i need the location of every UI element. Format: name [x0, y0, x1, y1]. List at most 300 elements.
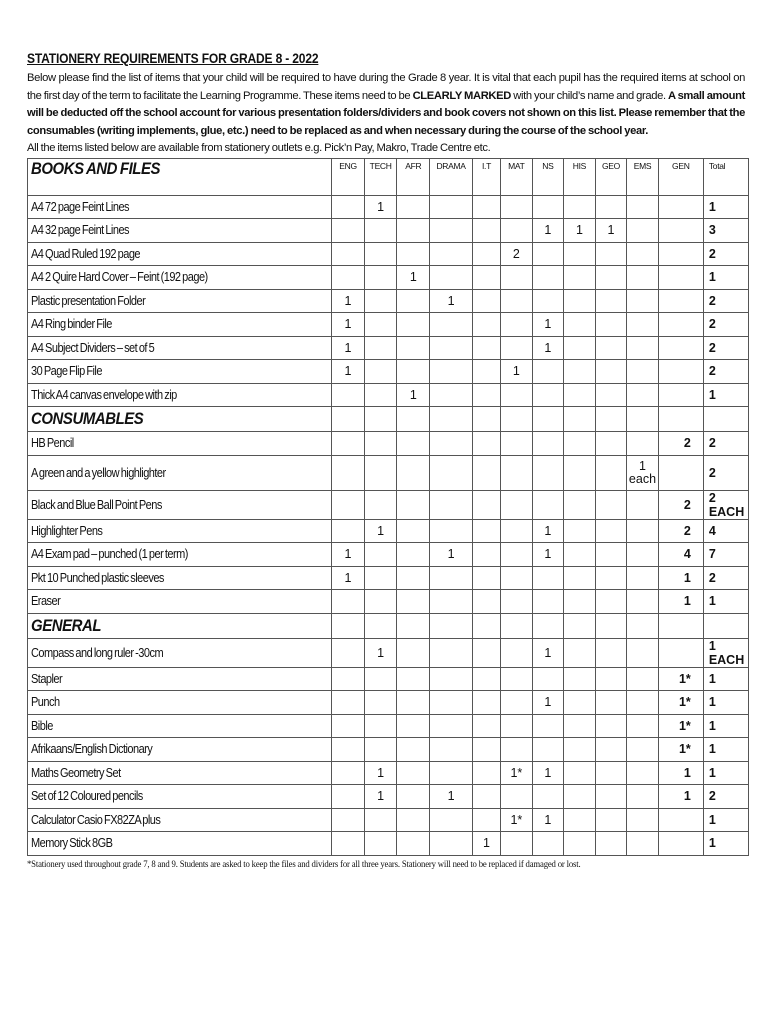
quantity-cell — [501, 266, 533, 290]
item-name-cell — [28, 360, 332, 384]
quantity-cell — [532, 360, 564, 384]
quantity-cell — [627, 667, 659, 691]
quantity-cell — [564, 761, 596, 785]
quantity-cell — [397, 543, 430, 567]
quantity-cell — [564, 785, 596, 809]
quantity-cell: 1 — [532, 336, 564, 360]
quantity-cell: 1 — [703, 195, 748, 219]
quantity-cell — [430, 566, 473, 590]
quantity-cell — [397, 832, 430, 856]
quantity-cell: 2 — [703, 432, 748, 456]
quantity-cell — [472, 738, 500, 762]
quantity-cell — [564, 455, 596, 490]
quantity-cell — [397, 432, 430, 456]
quantity-cell: 1 — [397, 266, 430, 290]
footnote: *Stationery used throughout grade 7, 8 and 9. Students are asked to keep the files and dividers for all three years. Stationery will need to be replaced if damaged or lost. — [27, 859, 581, 870]
column-header — [703, 613, 748, 638]
column-header — [658, 613, 703, 638]
quantity-cell — [332, 266, 365, 290]
quantity-cell — [397, 738, 430, 762]
quantity-cell — [397, 590, 430, 614]
quantity-cell — [532, 566, 564, 590]
quantity-cell — [430, 714, 473, 738]
quantity-cell — [595, 691, 627, 715]
quantity-cell — [627, 714, 659, 738]
quantity-cell — [532, 832, 564, 856]
quantity-cell: 1 EACH — [703, 638, 748, 667]
section-title: BOOKS AND FILES — [31, 158, 161, 178]
quantity-cell — [397, 336, 430, 360]
quantity-cell — [595, 832, 627, 856]
quantity-cell — [532, 289, 564, 313]
quantity-cell — [658, 360, 703, 384]
quantity-cell — [501, 714, 533, 738]
quantity-cell: 1 — [703, 590, 748, 614]
quantity-cell — [332, 761, 365, 785]
quantity-cell: 1 — [532, 219, 564, 243]
item-name: HB Pencil — [31, 436, 74, 451]
quantity-cell — [364, 691, 397, 715]
table-row — [28, 490, 749, 519]
column-header — [532, 407, 564, 432]
quantity-cell — [332, 195, 365, 219]
quantity-cell — [627, 761, 659, 785]
quantity-cell: 1* — [658, 691, 703, 715]
quantity-cell — [501, 691, 533, 715]
quantity-cell — [430, 590, 473, 614]
item-name-cell — [28, 242, 332, 266]
quantity-cell — [532, 195, 564, 219]
column-header — [430, 407, 473, 432]
quantity-cell — [564, 738, 596, 762]
stationery-document — [27, 50, 745, 870]
quantity-cell: 2 — [658, 432, 703, 456]
quantity-cell — [595, 336, 627, 360]
column-header: DRAMA — [430, 158, 473, 195]
quantity-cell — [595, 566, 627, 590]
quantity-cell: 1* — [658, 738, 703, 762]
column-header: Total — [703, 158, 748, 195]
quantity-cell — [564, 432, 596, 456]
quantity-cell — [595, 738, 627, 762]
quantity-cell: 1 — [501, 360, 533, 384]
item-name: Punch — [31, 695, 60, 710]
item-name-cell — [28, 432, 332, 456]
item-name-cell — [28, 195, 332, 219]
quantity-cell: 1 — [703, 761, 748, 785]
quantity-cell — [397, 455, 430, 490]
column-header: EMS — [627, 158, 659, 195]
column-header — [595, 407, 627, 432]
item-name-cell — [28, 667, 332, 691]
quantity-cell — [430, 455, 473, 490]
quantity-cell — [472, 455, 500, 490]
quantity-cell — [332, 785, 365, 809]
quantity-cell — [397, 219, 430, 243]
quantity-cell: 1 — [564, 219, 596, 243]
column-header — [627, 407, 659, 432]
item-name-cell — [28, 738, 332, 762]
quantity-cell — [430, 691, 473, 715]
quantity-cell — [430, 219, 473, 243]
quantity-cell: 1 — [364, 785, 397, 809]
item-name: A4 Ring binder File — [31, 317, 112, 332]
quantity-cell — [472, 383, 500, 407]
quantity-cell — [627, 383, 659, 407]
item-name: Plastic presentation Folder — [31, 293, 146, 308]
item-name-cell — [28, 543, 332, 567]
column-header — [564, 407, 596, 432]
item-name-cell — [28, 455, 332, 490]
quantity-cell — [472, 519, 500, 543]
quantity-cell: 1 — [703, 667, 748, 691]
quantity-cell: 1 — [658, 590, 703, 614]
quantity-cell — [430, 638, 473, 667]
quantity-cell: 1 — [364, 519, 397, 543]
column-header — [627, 613, 659, 638]
item-name: A4 Quad Ruled 192 page — [31, 246, 141, 261]
quantity-cell — [430, 266, 473, 290]
quantity-cell — [472, 219, 500, 243]
item-name: Highlighter Pens — [31, 523, 103, 538]
item-name-cell — [28, 714, 332, 738]
table-row — [28, 360, 749, 384]
quantity-cell — [627, 195, 659, 219]
quantity-cell: 1 — [703, 691, 748, 715]
quantity-cell: 1 — [703, 266, 748, 290]
quantity-cell: 2 — [703, 566, 748, 590]
quantity-cell: 4 — [703, 519, 748, 543]
quantity-cell: 1 — [430, 289, 473, 313]
column-header — [430, 613, 473, 638]
quantity-cell — [564, 360, 596, 384]
quantity-cell — [532, 714, 564, 738]
quantity-cell — [627, 566, 659, 590]
quantity-cell — [564, 289, 596, 313]
table-row — [28, 242, 749, 266]
quantity-cell — [658, 336, 703, 360]
quantity-cell — [430, 738, 473, 762]
quantity-cell — [472, 313, 500, 337]
quantity-cell — [532, 667, 564, 691]
quantity-cell — [627, 543, 659, 567]
column-header — [472, 407, 500, 432]
quantity-cell — [397, 490, 430, 519]
quantity-cell — [364, 219, 397, 243]
item-name-cell — [28, 519, 332, 543]
table-row — [28, 543, 749, 567]
item-name-cell — [28, 219, 332, 243]
quantity-cell — [397, 785, 430, 809]
quantity-cell — [501, 455, 533, 490]
column-header: I.T — [472, 158, 500, 195]
quantity-cell — [501, 195, 533, 219]
quantity-cell — [430, 383, 473, 407]
quantity-cell: 1 — [397, 383, 430, 407]
quantity-cell — [595, 383, 627, 407]
quantity-cell — [532, 490, 564, 519]
quantity-cell — [658, 219, 703, 243]
item-name: Black and Blue Ball Point Pens — [31, 497, 162, 512]
item-name-cell — [28, 336, 332, 360]
quantity-cell: 2 — [703, 313, 748, 337]
table-row — [28, 455, 749, 490]
quantity-cell: 2 — [658, 519, 703, 543]
quantity-cell — [627, 242, 659, 266]
table-row — [28, 832, 749, 856]
quantity-cell — [658, 638, 703, 667]
quantity-cell — [501, 667, 533, 691]
quantity-cell — [397, 195, 430, 219]
item-name: Pkt 10 Punched plastic sleeves — [31, 570, 164, 585]
quantity-cell: 1 — [703, 383, 748, 407]
item-name-cell — [28, 761, 332, 785]
quantity-cell: 1 — [703, 808, 748, 832]
quantity-cell — [430, 519, 473, 543]
column-header — [332, 407, 365, 432]
column-header: AFR — [397, 158, 430, 195]
quantity-cell — [364, 266, 397, 290]
item-name: 30 Page Flip File — [31, 364, 102, 379]
quantity-cell — [595, 638, 627, 667]
quantity-cell: 1 — [332, 566, 365, 590]
item-name-cell — [28, 808, 332, 832]
quantity-cell: 1 — [532, 638, 564, 667]
quantity-cell — [564, 832, 596, 856]
quantity-cell — [595, 590, 627, 614]
quantity-cell — [564, 519, 596, 543]
quantity-cell: 1 — [472, 832, 500, 856]
quantity-cell — [364, 360, 397, 384]
quantity-cell — [397, 360, 430, 384]
quantity-cell — [595, 266, 627, 290]
quantity-cell — [332, 832, 365, 856]
quantity-cell: 7 — [703, 543, 748, 567]
quantity-cell — [397, 289, 430, 313]
quantity-cell — [595, 519, 627, 543]
table-row — [28, 667, 749, 691]
quantity-cell — [472, 289, 500, 313]
quantity-cell — [472, 808, 500, 832]
quantity-cell — [658, 808, 703, 832]
quantity-cell — [472, 590, 500, 614]
quantity-cell — [658, 832, 703, 856]
column-header — [703, 407, 748, 432]
table-row — [28, 761, 749, 785]
quantity-cell: 1 — [703, 832, 748, 856]
quantity-note: each — [628, 471, 657, 486]
quantity-cell — [332, 432, 365, 456]
quantity-cell: 2 — [703, 360, 748, 384]
item-name: Stapler — [31, 671, 63, 686]
quantity-cell — [627, 808, 659, 832]
quantity-cell — [627, 455, 659, 490]
quantity-cell — [397, 566, 430, 590]
table-body — [28, 158, 749, 855]
table-row — [28, 566, 749, 590]
quantity-cell: 1 — [332, 336, 365, 360]
quantity-cell: 1 — [658, 761, 703, 785]
quantity-cell — [501, 219, 533, 243]
quantity-cell — [472, 714, 500, 738]
quantity-cell — [364, 336, 397, 360]
quantity-cell — [532, 455, 564, 490]
quantity-cell — [332, 455, 365, 490]
quantity-cell — [430, 667, 473, 691]
intro-bold-2: A small amount will be deducted off the school account for various presentation folders/dividers and book covers not shown on this list. Please remember that the consumables (writing implements, glue, etc.) need to be replaced as and when necessary during the course of the school year. — [27, 89, 745, 137]
section-title: GENERAL — [31, 615, 102, 635]
column-header: GEO — [595, 158, 627, 195]
quantity-cell — [627, 336, 659, 360]
quantity-cell — [397, 808, 430, 832]
quantity-cell — [501, 638, 533, 667]
quantity-cell — [595, 313, 627, 337]
section-title-cell — [28, 613, 332, 638]
quantity-cell — [364, 432, 397, 456]
quantity-cell — [501, 383, 533, 407]
quantity-cell — [472, 785, 500, 809]
item-name: Bible — [31, 718, 53, 733]
intro-text-1: Below please find the list of items that your child will be required to have during the Grade 8 year. It is vital that each pupil has the required items at school on the first day of the term to facilitate the Learning Programme. These items need to be — [27, 72, 745, 102]
quantity-cell — [501, 519, 533, 543]
item-name: A green and a yellow highlighter — [31, 465, 166, 480]
quantity-cell: 1 — [332, 360, 365, 384]
table-row — [28, 519, 749, 543]
quantity-cell — [595, 432, 627, 456]
quantity-cell: 1 — [703, 714, 748, 738]
section-title-cell — [28, 407, 332, 432]
quantity-cell — [564, 638, 596, 667]
quantity-cell — [532, 266, 564, 290]
quantity-cell: 2 — [501, 242, 533, 266]
item-name-cell — [28, 832, 332, 856]
column-header: TECH — [364, 158, 397, 195]
quantity-cell — [564, 667, 596, 691]
quantity-cell — [472, 543, 500, 567]
column-header — [397, 613, 430, 638]
item-name-cell — [28, 590, 332, 614]
table-row — [28, 313, 749, 337]
quantity-cell — [472, 242, 500, 266]
quantity-cell: 1 — [332, 543, 365, 567]
section-header-row — [28, 613, 749, 638]
table-row — [28, 785, 749, 809]
quantity-cell: 3 — [703, 219, 748, 243]
quantity-cell — [364, 808, 397, 832]
item-name: Memory Stick 8GB — [31, 836, 113, 851]
quantity-cell — [364, 313, 397, 337]
quantity-value: 1 — [639, 458, 646, 473]
quantity-cell: 1 — [532, 761, 564, 785]
quantity-cell — [364, 714, 397, 738]
quantity-cell — [397, 667, 430, 691]
column-header — [501, 613, 533, 638]
quantity-cell — [627, 266, 659, 290]
quantity-cell: 1 — [364, 195, 397, 219]
column-header — [658, 407, 703, 432]
quantity-cell — [364, 738, 397, 762]
quantity-cell: 1 — [532, 808, 564, 832]
quantity-cell — [532, 785, 564, 809]
item-name-cell — [28, 638, 332, 667]
intro-paragraph — [27, 70, 745, 158]
quantity-cell — [332, 383, 365, 407]
quantity-cell — [472, 691, 500, 715]
quantity-cell — [501, 590, 533, 614]
quantity-cell — [430, 242, 473, 266]
table-row — [28, 432, 749, 456]
quantity-cell — [332, 590, 365, 614]
page-title: STATIONERY REQUIREMENTS FOR GRADE 8 - 2022 — [27, 50, 319, 66]
quantity-cell — [332, 667, 365, 691]
quantity-cell: 1 — [364, 761, 397, 785]
quantity-cell — [332, 714, 365, 738]
column-header — [364, 407, 397, 432]
table-row — [28, 195, 749, 219]
quantity-cell — [332, 219, 365, 243]
column-header: ENG — [332, 158, 365, 195]
quantity-cell — [658, 383, 703, 407]
column-header — [332, 613, 365, 638]
quantity-cell — [364, 490, 397, 519]
quantity-cell — [472, 195, 500, 219]
quantity-cell: 2 — [703, 785, 748, 809]
quantity-cell — [627, 785, 659, 809]
quantity-cell — [364, 590, 397, 614]
quantity-cell — [397, 638, 430, 667]
quantity-cell: 1* — [501, 761, 533, 785]
quantity-cell — [627, 638, 659, 667]
item-name: Set of 12 Coloured pencils — [31, 789, 143, 804]
quantity-cell: 1 — [430, 785, 473, 809]
quantity-cell — [627, 691, 659, 715]
quantity-cell — [397, 242, 430, 266]
quantity-cell — [397, 519, 430, 543]
quantity-cell — [430, 490, 473, 519]
quantity-cell: 1* — [658, 667, 703, 691]
quantity-cell — [658, 455, 703, 490]
quantity-cell: 1 — [364, 638, 397, 667]
quantity-cell — [595, 761, 627, 785]
quantity-cell — [595, 242, 627, 266]
quantity-cell: 1 — [703, 738, 748, 762]
quantity-cell — [501, 289, 533, 313]
item-name: A4 72 page Feint Lines — [31, 199, 130, 214]
quantity-cell — [364, 242, 397, 266]
quantity-cell — [430, 761, 473, 785]
quantity-cell — [472, 638, 500, 667]
quantity-cell: 4 — [658, 543, 703, 567]
quantity-cell — [564, 543, 596, 567]
quantity-cell: 1 — [532, 313, 564, 337]
item-name: Eraser — [31, 594, 61, 609]
table-row — [28, 638, 749, 667]
quantity-cell — [364, 832, 397, 856]
quantity-cell — [472, 336, 500, 360]
intro-bold-1: CLEARLY MARKED — [412, 89, 511, 102]
column-header — [501, 407, 533, 432]
quantity-cell — [364, 383, 397, 407]
quantity-cell — [564, 195, 596, 219]
quantity-cell — [564, 566, 596, 590]
item-name-cell — [28, 383, 332, 407]
quantity-cell — [472, 566, 500, 590]
quantity-cell — [501, 490, 533, 519]
quantity-cell — [595, 714, 627, 738]
quantity-cell: 2 — [703, 242, 748, 266]
item-name: A4 2 Quire Hard Cover – Feint (192 page) — [31, 270, 208, 285]
quantity-cell — [532, 432, 564, 456]
